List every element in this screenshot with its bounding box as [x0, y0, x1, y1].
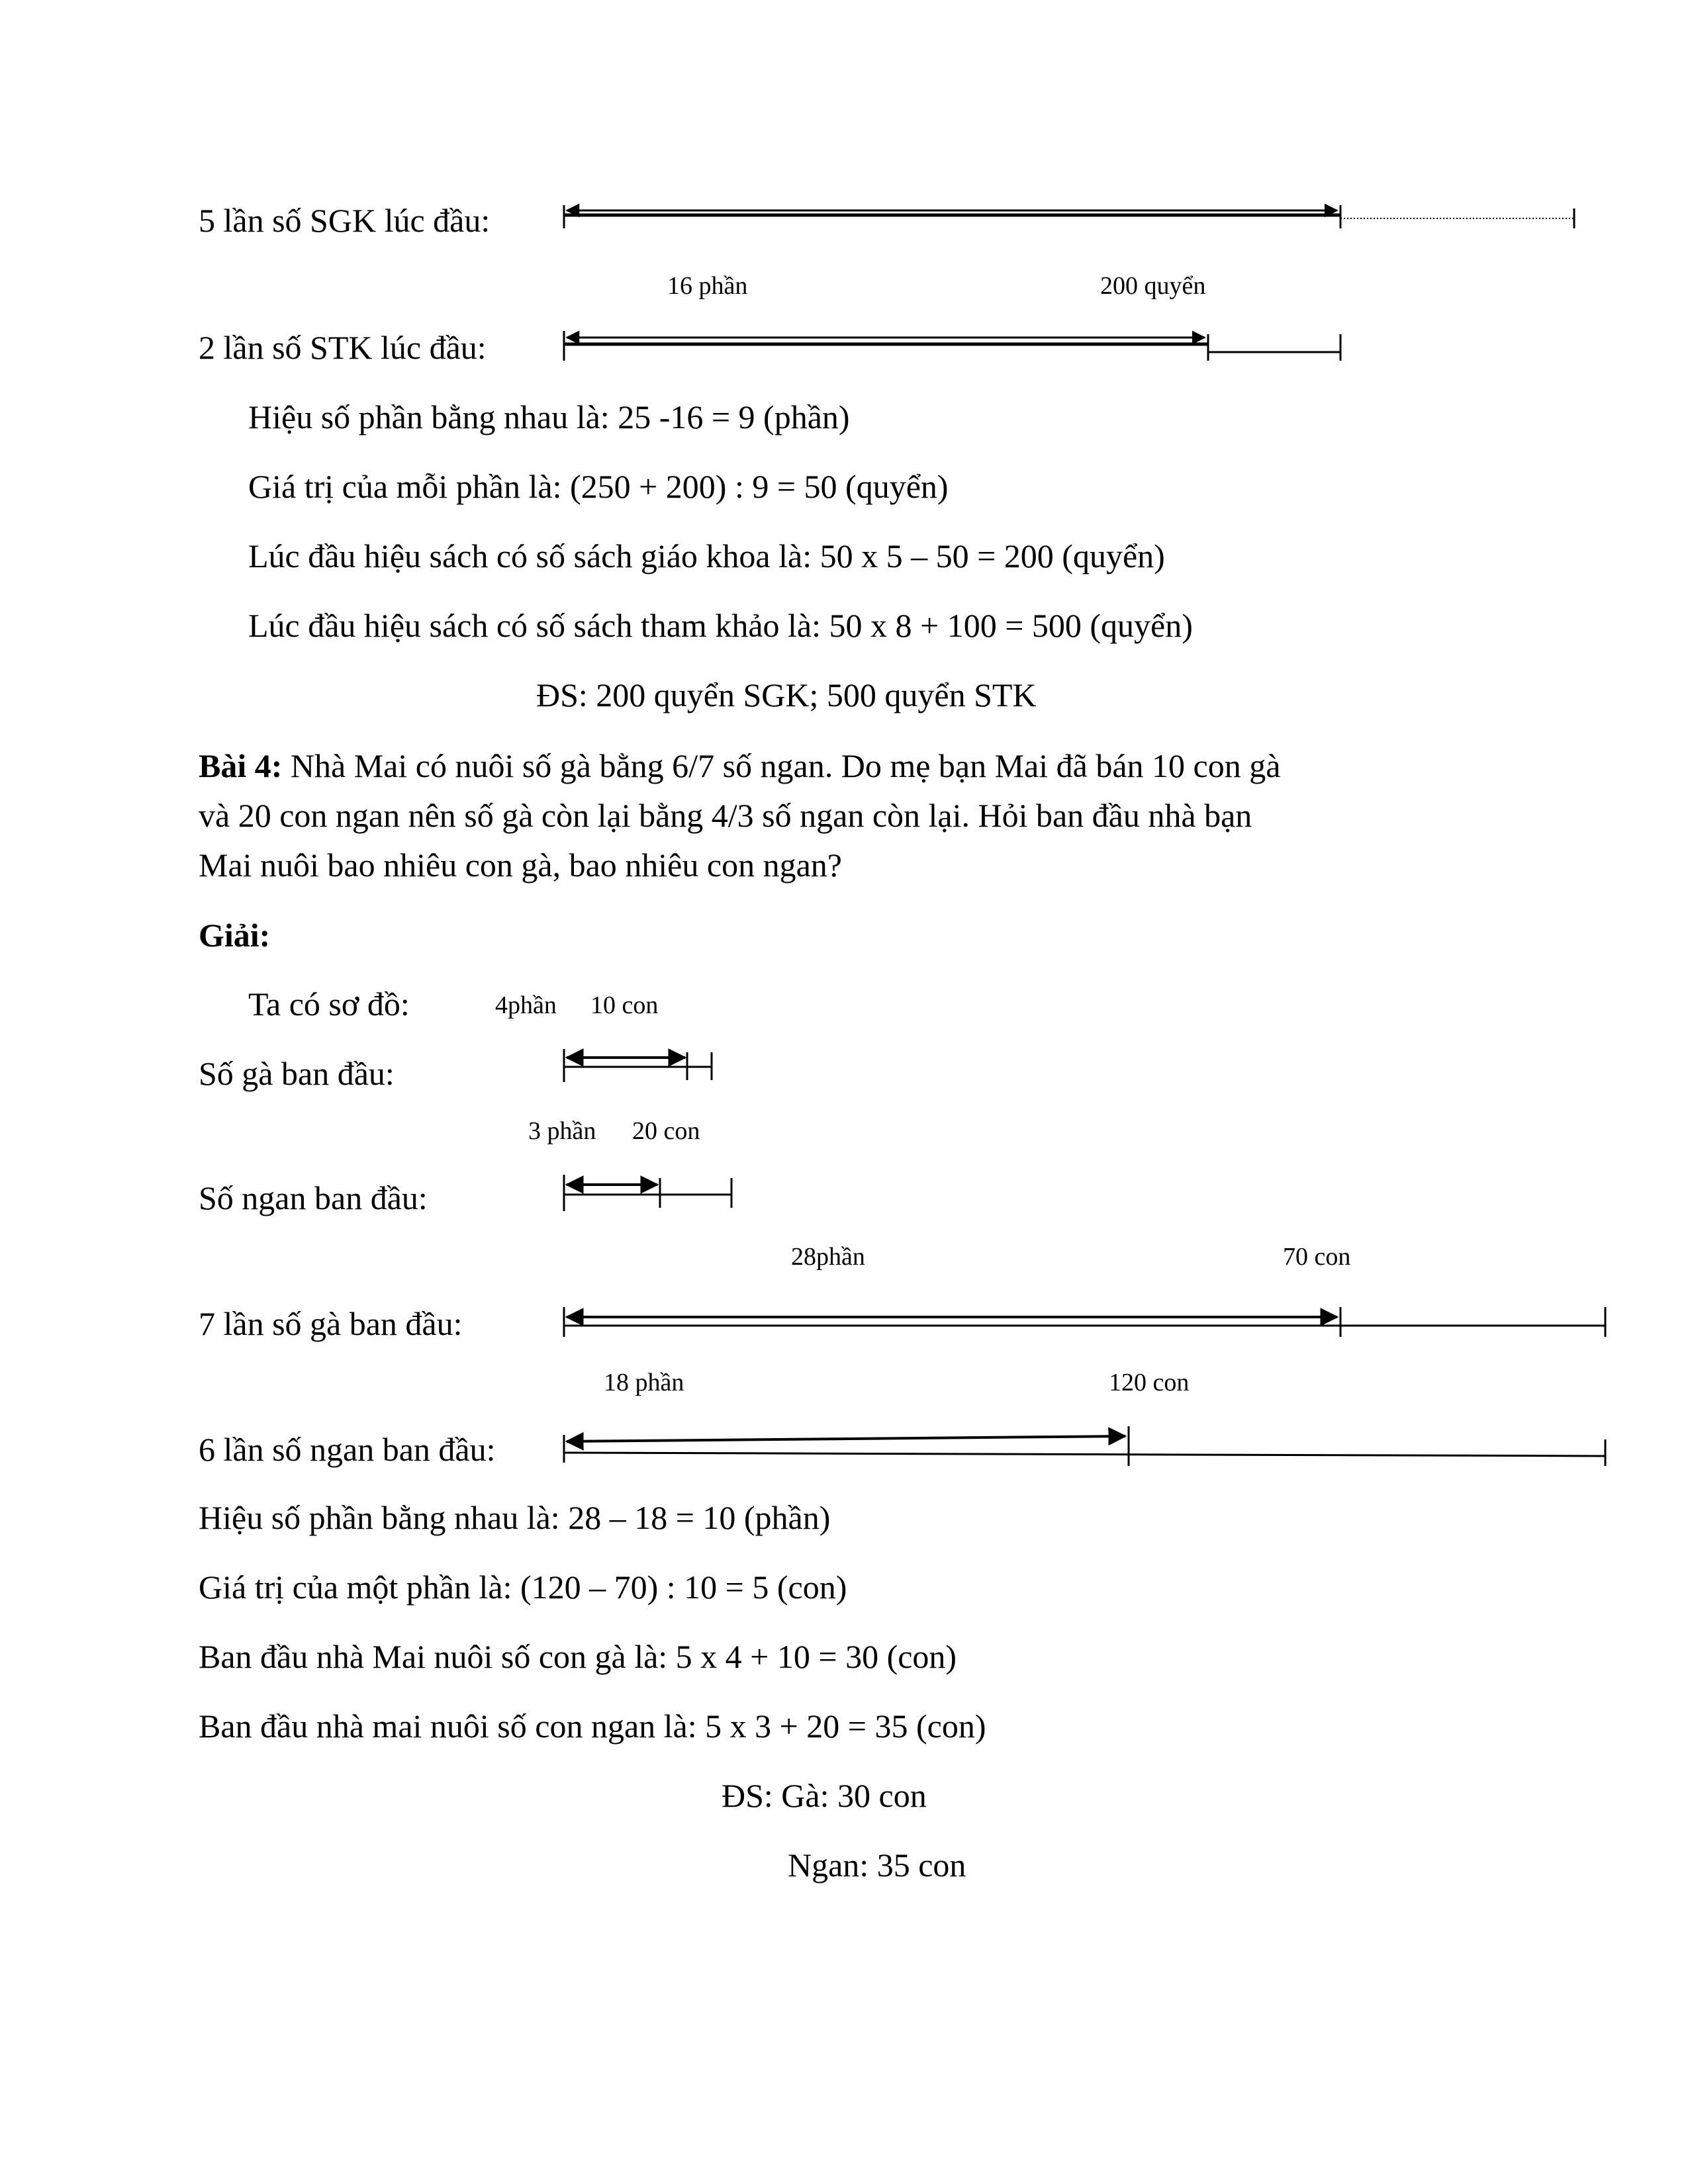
solution-intro: Ta có sơ đồ: [248, 985, 410, 1023]
label-120con: 120 con [1109, 1369, 1190, 1396]
calc2-answer1: ĐS: Gà: 30 con [722, 1777, 927, 1814]
calc2-line3: Ban đầu nhà Mai nuôi số con gà là: 5 x 4 + 10 = 30 (con) [199, 1638, 957, 1675]
label-28phan: 28phần [791, 1243, 865, 1271]
label-4phan: 4phần [495, 991, 557, 1019]
problem4-title: Bài 4: [199, 747, 283, 784]
calc2-answer2: Ngan: 35 con [788, 1846, 966, 1884]
problem4-text1: Nhà Mai có nuôi số gà bằng 6/7 số ngan. Do mẹ bạn Mai đã bán 10 con gà [282, 747, 1281, 784]
calc2-line4: Ban đầu nhà mai nuôi số con ngan là: 5 x 3 + 20 = 35 (con) [199, 1707, 986, 1745]
label-10con: 10 con [590, 991, 659, 1019]
seven-ga-segment [564, 1307, 1605, 1337]
label-70con: 70 con [1283, 1243, 1351, 1271]
sgk-row-label: 5 lần số SGK lúc đầu: [199, 202, 491, 239]
label-200-quyen: 200 quyển [1100, 272, 1206, 300]
calc1-line3: Lúc đầu hiệu sách có số sách giáo khoa là: 50 x 5 – 50 = 200 (quyển) [248, 537, 1165, 574]
ga-row-label: Số gà ban đầu: [199, 1055, 395, 1092]
label-3phan: 3 phần [528, 1117, 596, 1145]
problem4-line2: và 20 con ngan nên số gà còn lại bằng 4/3 số ngan còn lại. Hỏi ban đầu nhà bạn [199, 797, 1252, 834]
six-ngan-row-label: 6 lần số ngan ban đầu: [199, 1431, 496, 1468]
calc1-line4: Lúc đầu hiệu sách có số sách tham khảo là: 50 x 8 + 100 = 500 (quyển) [248, 607, 1193, 644]
calc2-line2: Giá trị của một phần là: (120 – 70) : 10 = 5 (con) [199, 1569, 847, 1606]
problem4-line3: Mai nuôi bao nhiêu con gà, bao nhiêu con ngan? [199, 846, 842, 884]
label-18phan: 18 phần [604, 1369, 684, 1396]
calc2-line1: Hiệu số phần bằng nhau là: 28 – 18 = 10 (phần) [199, 1499, 831, 1536]
stk-row-label: 2 lần số STK lúc đầu: [199, 329, 487, 366]
calc1-line1: Hiệu số phần bằng nhau là: 25 -16 = 9 (phần) [248, 398, 850, 435]
ga-segment [564, 1049, 712, 1082]
ngan-segment [564, 1175, 731, 1211]
ngan-row-label: Số ngan ban đầu: [199, 1179, 428, 1216]
stk-segment [564, 331, 1340, 361]
label-16-phan: 16 phần [667, 272, 748, 300]
label-20con: 20 con [632, 1117, 700, 1145]
calc1-answer: ĐS: 200 quyển SGK; 500 quyển STK [536, 676, 1037, 713]
sgk-segment [564, 205, 1574, 228]
problem4-line1 [199, 749, 1280, 782]
calc1-line2: Giá trị của mỗi phần là: (250 + 200) : 9 = 50 (quyển) [248, 468, 949, 505]
seven-ga-row-label: 7 lần số gà ban đầu: [199, 1305, 463, 1342]
six-ngan-segment [564, 1426, 1605, 1466]
solution-heading: Giải: [199, 917, 271, 954]
